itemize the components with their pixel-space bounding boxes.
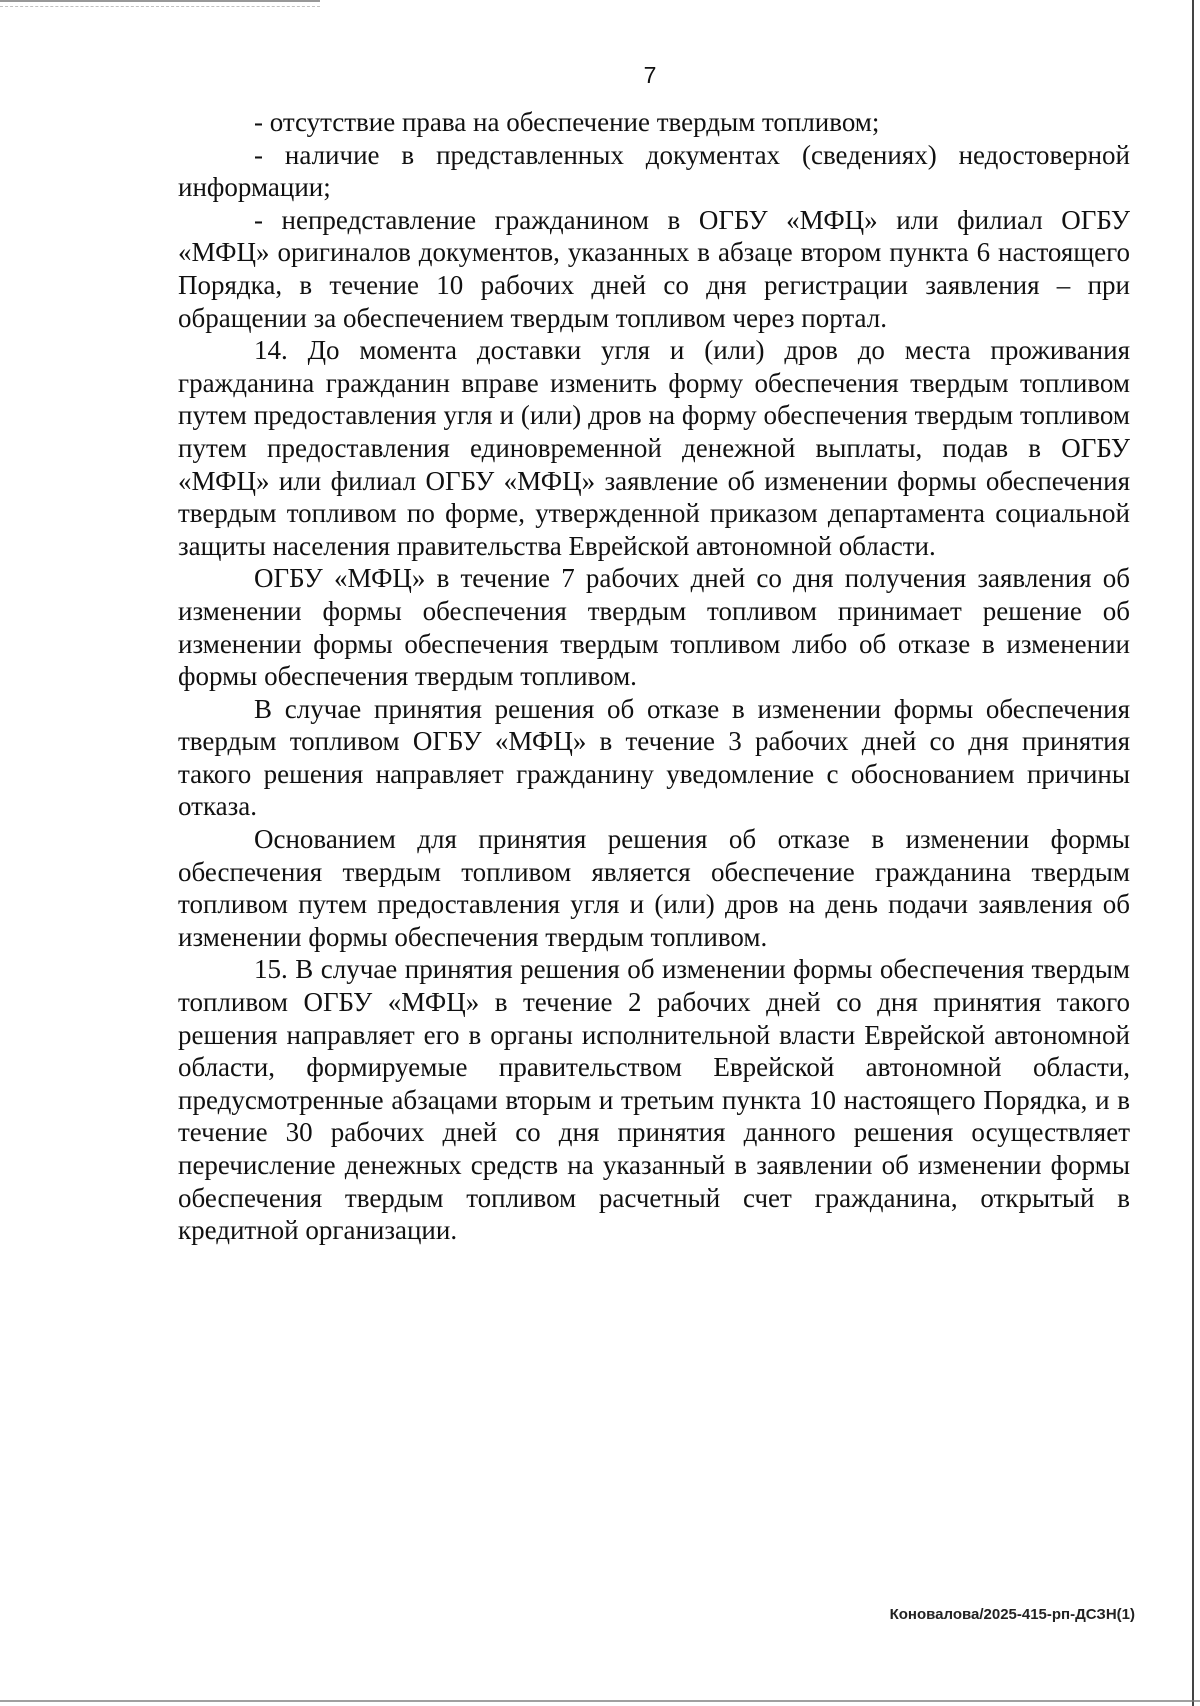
paragraph-item-15: 15. В случае принятия решения об изменении формы обеспечения твердым топливом ОГБУ «МФЦ» в течение 2 рабочих дней со дня принятия такого решения направляет его в органы исполнительной власти Еврейской автономной области, формируемые правительством Еврейской автономной области, предусмотренные абзацами вторым и третьим пункта 10 настоящего Порядка, и в течение 30 рабочих дней со дня принятия данного решения осуществляет перечисление денежных средств на указанный в заявлении об изменении формы обеспечения твердым топливом расчетный счет гражданина, открытый в кредитной организации. — [178, 954, 1130, 1246]
paragraph-refusal-grounds: Основанием для принятия решения об отказе в изменении формы обеспечения твердым топливом является обеспечение гражданина твердым топливом путем предоставления угля и (или) дров на день подачи заявления об изменении формы обеспечения твердым топливом. — [178, 824, 1130, 952]
scan-artifact-right-edge — [1192, 0, 1194, 1706]
paragraph-false-info: - наличие в представленных документах (сведениях) недостоверной информации; — [178, 139, 1130, 203]
paragraph-item-14: 14. До момента доставки угля и (или) дров до места проживания гражданина гражданин вправе изменить форму обеспечения твердым топливом путем предоставления угля и (или) дров на форму обеспечения твердым топливом путем предоставления единовременной денежной выплаты, подав в ОГБУ «МФЦ» или филиал ОГБУ «МФЦ» заявление об изменении формы обеспечения твердым топливом по форме, утвержденной приказом департамента социальной защиты населения правительства Еврейской автономной области. — [178, 335, 1130, 561]
page-number: 7 — [643, 62, 657, 88]
document-reference: Коновалова/2025-415-рп-ДСЗН(1) — [889, 1606, 1135, 1623]
scan-artifact-top — [0, 0, 320, 7]
paragraph-refusal-notice: В случае принятия решения об отказе в изменении формы обеспечения твердым топливом ОГБУ «МФЦ» в течение 3 рабочих дней со дня принятия такого решения направляет гражданину уведомление с обоснованием причины отказа. — [178, 693, 1130, 822]
paragraph-mfc-decision: ОГБУ «МФЦ» в течение 7 рабочих дней со дня получения заявления об изменении формы обеспечения твердым топливом принимает решение об изменении формы обеспечения твердым топливом либо об отказе в изменении формы обеспечения твердым топливом. — [178, 563, 1130, 692]
paragraph-no-right: - отсутствие права на обеспечение твердым топливом; — [254, 107, 880, 137]
paragraph-no-originals: - непредставление гражданином в ОГБУ «МФЦ» или филиал ОГБУ «МФЦ» оригиналов документов, указанных в абзаце втором пункта 6 настоящего Порядка, в течение 10 рабочих дней со дня регистрации заявления – при обращении за обеспечением твердым топливом через портал. — [178, 204, 1130, 333]
scan-artifact-bottom-edge — [0, 1700, 1200, 1702]
document-body — [178, 106, 1130, 1247]
